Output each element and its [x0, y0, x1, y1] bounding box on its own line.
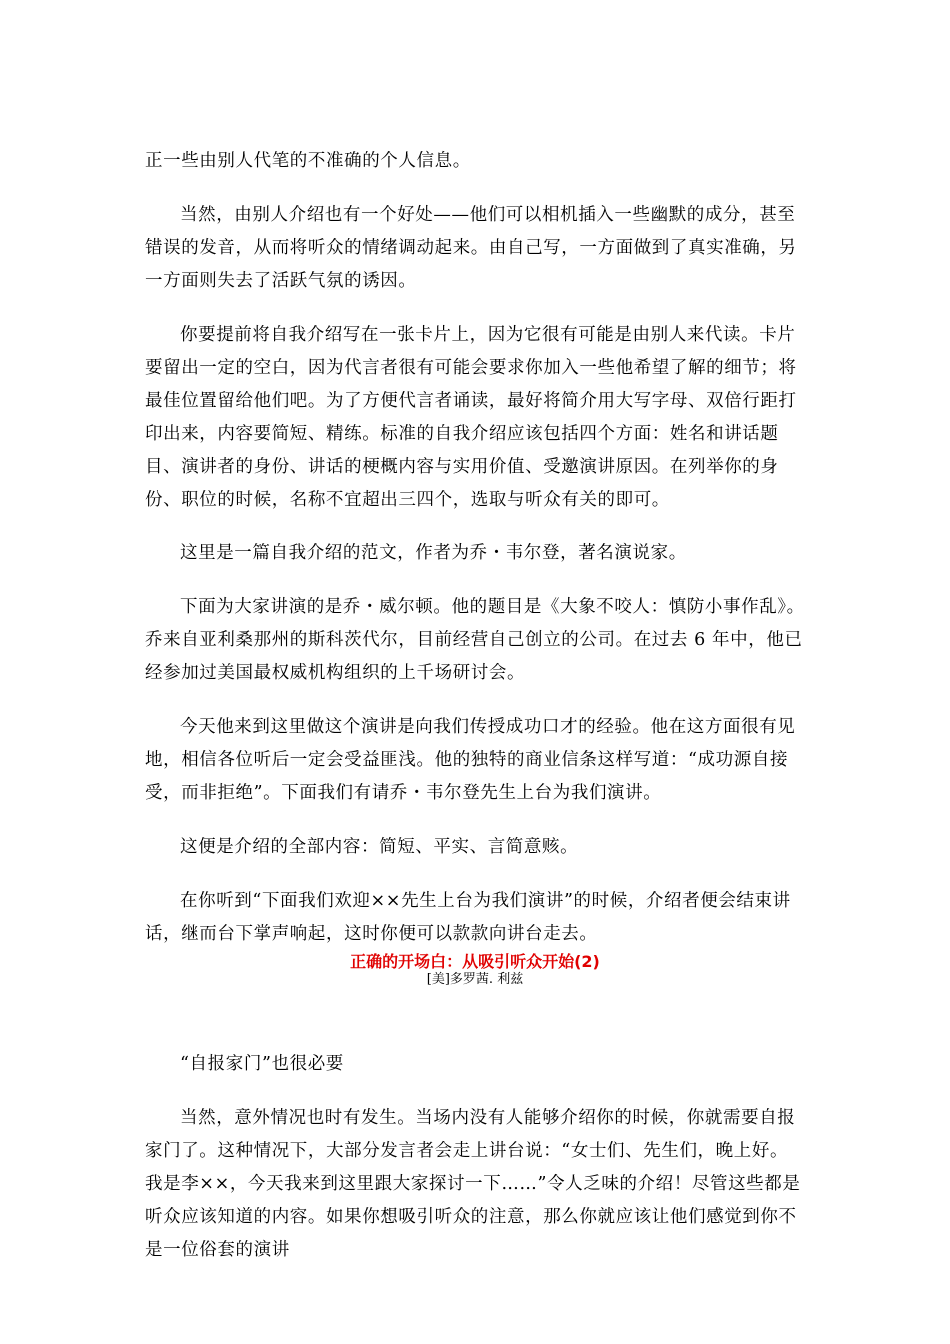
- subheading: “自报家门”也很必要: [180, 1054, 344, 1074]
- paragraph: 这里是一篇自我介绍的范文，作者为乔・韦尔登，著名演说家。: [180, 543, 687, 563]
- paragraph: 这便是介绍的全部内容：简短、平实、言简意赅。: [180, 837, 579, 857]
- paragraph: 今天他来到这里做这个演讲是向我们传授成功口才的经验。他在这方面很有见地，相信各位听后一定会受益匪浅。他的独特的商业信条这样写道：“成功源自接受，而非拒绝”。下面我们有请乔・韦尔登先生上台为我们演讲。: [145, 717, 796, 803]
- section-author: [美]多罗茜. 利兹: [426, 972, 524, 987]
- paragraph: 在你听到“下面我们欢迎××先生上台为我们演讲”的时候，介绍者便会结束讲话，继而台下掌声响起，这时你便可以款款向讲台走去。: [145, 891, 791, 944]
- section-title: 正确的开场白：从吸引听众开始(2): [350, 952, 600, 971]
- paragraph: 当然，意外情况也时有发生。当场内没有人能够介绍你的时候，你就需要自报家门了。这种情况下，大部分发言者会走上讲台说：“女士们、先生们，晚上好。我是李××，今天我来到这里跟大家探讨一下……”令人乏味的介绍！尽管这些都是听众应该知道的内容。如果你想吸引听众的注意，那么你就应该让他们感觉到你不是一位俗套的演讲: [145, 1108, 801, 1260]
- paragraph: 当然，由别人介绍也有一个好处——他们可以相机插入一些幽默的成分，甚至错误的发音，从而将听众的情绪调动起来。由自己写，一方面做到了真实准确，另一方面则失去了活跃气氛的诱因。: [145, 205, 797, 291]
- paragraph-continuation: 正一些由别人代笔的不准确的个人信息。: [145, 151, 471, 171]
- paragraph: 下面为大家讲演的是乔・威尔顿。他的题目是《大象不咬人：慎防小事作乱》。乔来自亚利桑那州的斯科茨代尔，目前经营自己创立的公司。在过去 6 年中，他已经参加过美国最权威机构组织的上千场研讨会。: [145, 597, 805, 683]
- paragraph: 你要提前将自我介绍写在一张卡片上，因为它很有可能是由别人来代读。卡片要留出一定的空白，因为代言者很有可能会要求你加入一些他希望了解的细节；将最佳位置留给他们吧。为了方便代言者诵读，最好将简介用大写字母、双倍行距打印出来，内容要简短、精练。标准的自我介绍应该包括四个方面：姓名和讲话题目、演讲者的身份、讲话的梗概内容与实用价值、受邀演讲原因。在列举你的身份、职位的时候，名称不宜超出三四个，选取与听众有关的即可。: [145, 325, 797, 510]
